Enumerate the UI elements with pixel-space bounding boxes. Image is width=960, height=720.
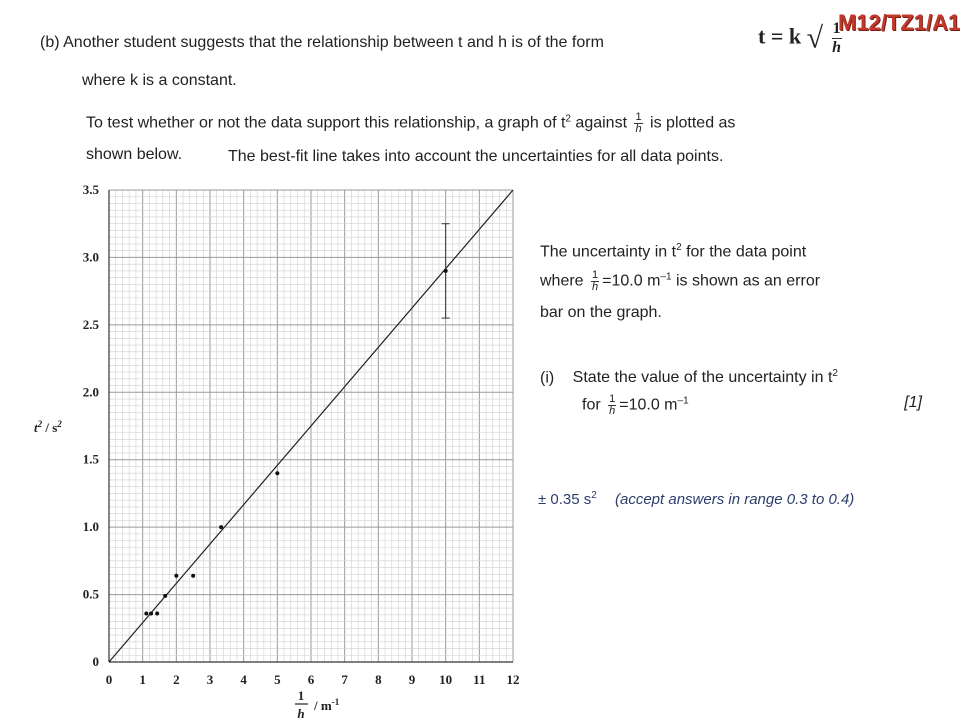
side-p1-b: for the data point xyxy=(681,243,807,261)
side-inv-h-den: h xyxy=(592,281,599,293)
test-line-a: To test whether or not the data support this relationship, a graph of t xyxy=(86,114,566,132)
formula-fraction xyxy=(832,20,842,57)
best-fit-note: The best-fit line takes into account the uncertainties for all data points. xyxy=(228,148,724,165)
y-tick-label: 0 xyxy=(92,654,99,669)
side-p2-c: is shown as an error xyxy=(671,272,821,290)
data-point xyxy=(155,611,159,615)
inv-h-den: h xyxy=(635,123,642,135)
y-tick-label: 0.5 xyxy=(82,586,99,602)
x-tick-label: 3 xyxy=(206,672,214,687)
x-tick-label: 8 xyxy=(375,672,382,687)
y-tick-label: 2.5 xyxy=(82,316,99,332)
data-point xyxy=(191,574,195,578)
test-line-sup: 2 xyxy=(565,113,571,125)
x-tick-label: 9 xyxy=(408,672,416,687)
side-p2-sup: –1 xyxy=(660,271,672,283)
data-point xyxy=(163,594,167,598)
question-inv-h xyxy=(608,394,616,417)
inv-h-fraction xyxy=(634,112,642,135)
side-para-3: bar on the graph. xyxy=(540,304,662,321)
shown-below: shown below. xyxy=(86,146,183,163)
y-tick-label: 1.5 xyxy=(82,451,99,467)
question-sup: 2 xyxy=(832,368,838,379)
side-inv-h xyxy=(591,270,599,293)
test-line-b: against xyxy=(570,114,628,132)
answer-sup: 2 xyxy=(591,490,597,501)
question-val: =10.0 m xyxy=(619,396,678,414)
x-tick-label: 12 xyxy=(506,672,520,687)
formula-lhs: t = k xyxy=(758,23,802,49)
x-tick-label: 6 xyxy=(307,672,315,687)
side-para-1 xyxy=(540,242,806,261)
side-p1-a: The uncertainty in t xyxy=(540,243,677,261)
x-tick-label: 2 xyxy=(173,672,180,687)
x-tick-label: 7 xyxy=(341,672,348,687)
constant-line: where k is a constant. xyxy=(82,72,237,89)
question-number: (i) xyxy=(540,369,555,387)
answer-value: ± 0.35 s xyxy=(538,491,592,508)
question-for-line xyxy=(582,394,922,417)
y-tick-label: 3.0 xyxy=(82,249,99,265)
sqrt-icon: √ xyxy=(806,21,824,55)
y-tick-label: 2.0 xyxy=(82,384,99,400)
answer-note: (accept answers in range 0.3 to 0.4) xyxy=(615,491,855,508)
y-axis-label: $t^2 / s^2$ xyxy=(34,419,62,435)
y-tick-label: 1.0 xyxy=(82,519,99,535)
inv-h-num: 1 xyxy=(635,111,642,123)
x-tick-label: 4 xyxy=(240,672,247,687)
test-line-c: is plotted as xyxy=(650,114,736,132)
side-p2-b: =10.0 m xyxy=(602,272,661,290)
x-axis-label-num: 1 xyxy=(297,688,305,703)
side-p2-a: where xyxy=(540,272,584,290)
x-tick-label: 5 xyxy=(274,672,281,687)
question-val-sup: –1 xyxy=(677,395,689,407)
formula-denominator: h xyxy=(832,39,842,56)
answer xyxy=(538,490,854,508)
y-tick-label: 3.5 xyxy=(82,182,99,197)
data-point xyxy=(219,525,223,529)
side-p1-sup: 2 xyxy=(676,242,682,253)
data-point xyxy=(174,574,178,578)
question-text: State the value of the uncertainty in t xyxy=(572,369,833,387)
question-marks: [1] xyxy=(904,394,922,411)
x-axis-label-unit: / $m^{-1}$ xyxy=(314,697,340,713)
x-tick-label: 0 xyxy=(105,672,113,687)
formula-numerator: 1 xyxy=(832,20,841,37)
paper-code: M12/TZ1/A1 xyxy=(838,10,960,35)
side-para-2 xyxy=(540,270,820,293)
t2-vs-inv-h-chart xyxy=(0,170,540,720)
question-inv-h-num: 1 xyxy=(609,393,616,405)
x-axis-label-den: h xyxy=(297,706,305,720)
question-inv-h-den: h xyxy=(609,405,616,417)
side-inv-h-num: 1 xyxy=(592,269,599,281)
x-tick-label: 10 xyxy=(439,672,453,687)
x-tick-label: 11 xyxy=(473,672,486,687)
data-point xyxy=(149,611,153,615)
data-point xyxy=(444,269,448,273)
x-tick-label: 1 xyxy=(139,672,146,687)
question-i xyxy=(540,368,838,387)
intro-line: (b) Another student suggests that the relationship between t and h is of the form xyxy=(40,34,604,51)
formula xyxy=(758,20,845,57)
question-for: for xyxy=(582,396,601,414)
data-point xyxy=(144,611,148,615)
test-line xyxy=(86,112,735,135)
data-point xyxy=(275,471,279,475)
